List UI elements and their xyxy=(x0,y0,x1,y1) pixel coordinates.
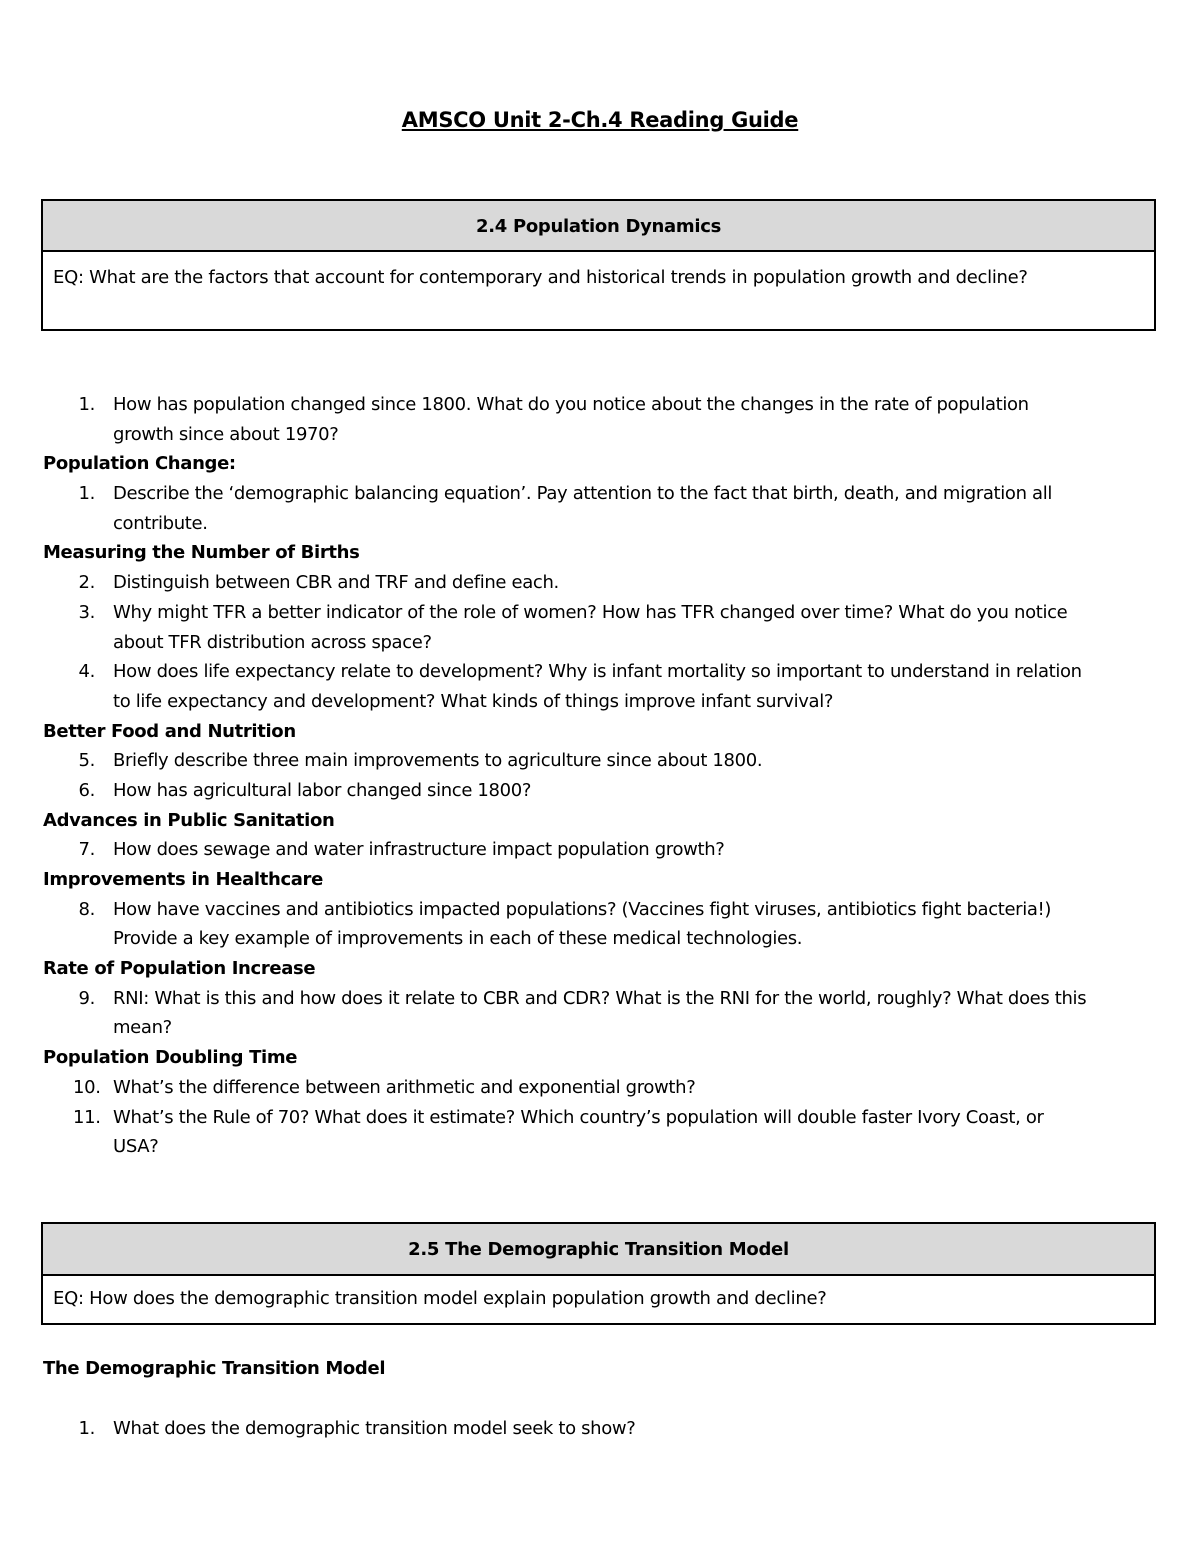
subheading: The Demographic Transition Model xyxy=(43,1358,386,1379)
subheading: Advances in Public Sanitation xyxy=(43,809,335,831)
question-number: 11. xyxy=(73,1106,101,1128)
question-text-continued: mean? xyxy=(113,1017,172,1039)
question-number: 1. xyxy=(78,483,95,505)
question-item xyxy=(43,568,1163,598)
section-heading: 2.4 Population Dynamics xyxy=(43,201,1154,252)
subheading: Better Food and Nutrition xyxy=(43,720,296,742)
question-number: 10. xyxy=(73,1076,101,1098)
question-number: 1. xyxy=(78,394,95,415)
question-text: Briefly describe three main improvements to agriculture since about 1800. xyxy=(113,750,763,772)
question-item xyxy=(43,390,1163,420)
section-table-population-dynamics xyxy=(41,199,1156,331)
question-text: How has population changed since 1800. What do you notice about the changes in the rate of population xyxy=(113,394,1029,415)
section-table-demographic-transition xyxy=(41,1222,1156,1325)
essential-question: EQ: How does the demographic transition model explain population growth and decline? xyxy=(53,1288,827,1309)
question-number: 6. xyxy=(78,779,95,801)
question-text: Why might TFR a better indicator of the role of women? How has TFR changed over time? What do you notice xyxy=(113,601,1068,623)
question-text: What does the demographic transition model seek to show? xyxy=(113,1418,636,1439)
question-text-continued: growth since about 1970? xyxy=(113,423,339,445)
question-item xyxy=(43,835,1163,865)
question-text: RNI: What is this and how does it relate to CBR and CDR? What is the RNI for the world, roughly? What does this xyxy=(113,987,1087,1009)
question-item xyxy=(43,657,1163,687)
subheading: Population Change: xyxy=(43,453,236,475)
question-text: What’s the difference between arithmetic and exponential growth? xyxy=(113,1076,696,1098)
page-title: AMSCO Unit 2-Ch.4 Reading Guide xyxy=(401,108,799,132)
question-number: 7. xyxy=(78,839,95,861)
question-list xyxy=(43,390,1163,1162)
question-item xyxy=(43,1103,1163,1133)
question-item xyxy=(43,895,1163,925)
question-text: How has agricultural labor changed since 1800? xyxy=(113,779,532,801)
subheading: Population Doubling Time xyxy=(43,1047,298,1069)
question-number: 8. xyxy=(78,898,95,920)
subheading: Measuring the Number of Births xyxy=(43,542,360,564)
dtm-question-list xyxy=(43,1414,1163,1444)
question-text-continued: contribute. xyxy=(113,512,208,534)
question-text: Distinguish between CBR and TRF and define each. xyxy=(113,572,559,594)
question-number: 3. xyxy=(78,601,95,623)
section-heading: 2.5 The Demographic Transition Model xyxy=(43,1224,1154,1276)
question-number: 9. xyxy=(78,987,95,1009)
question-item xyxy=(43,984,1163,1014)
question-text-continued: USA? xyxy=(113,1136,159,1158)
question-text-continued: about TFR distribution across space? xyxy=(113,631,432,653)
question-item xyxy=(43,598,1163,628)
question-text-continued: to life expectancy and development? What kinds of things improve infant survival? xyxy=(113,690,834,712)
essential-question: EQ: What are the factors that account for contemporary and historical trends in population growth and decline? xyxy=(53,267,1028,288)
question-number: 5. xyxy=(78,750,95,772)
question-number: 4. xyxy=(78,661,95,683)
question-text: How have vaccines and antibiotics impacted populations? (Vaccines fight viruses, antibiotics fight bacteria!) xyxy=(113,898,1052,920)
question-text-continued: Provide a key example of improvements in each of these medical technologies. xyxy=(113,928,803,950)
question-number: 2. xyxy=(78,572,95,594)
question-text: How does sewage and water infrastructure impact population growth? xyxy=(113,839,725,861)
subheading: Improvements in Healthcare xyxy=(43,869,323,890)
question-number: 1. xyxy=(78,1418,95,1439)
question-text: What’s the Rule of 70? What does it estimate? Which country’s population will double faster Ivory Coast, or xyxy=(113,1106,1044,1128)
question-text: Describe the ‘demographic balancing equation’. Pay attention to the fact that birth, death, and migration all xyxy=(113,483,1052,505)
dtm-section xyxy=(43,1354,1163,1384)
question-item xyxy=(43,746,1163,776)
question-item xyxy=(43,1414,1163,1444)
subheading: Rate of Population Increase xyxy=(43,958,316,980)
question-item xyxy=(43,1073,1163,1103)
question-item xyxy=(43,776,1163,806)
question-text: How does life expectancy relate to development? Why is infant mortality so important to understand in relation xyxy=(113,661,1082,683)
question-item xyxy=(43,479,1163,509)
